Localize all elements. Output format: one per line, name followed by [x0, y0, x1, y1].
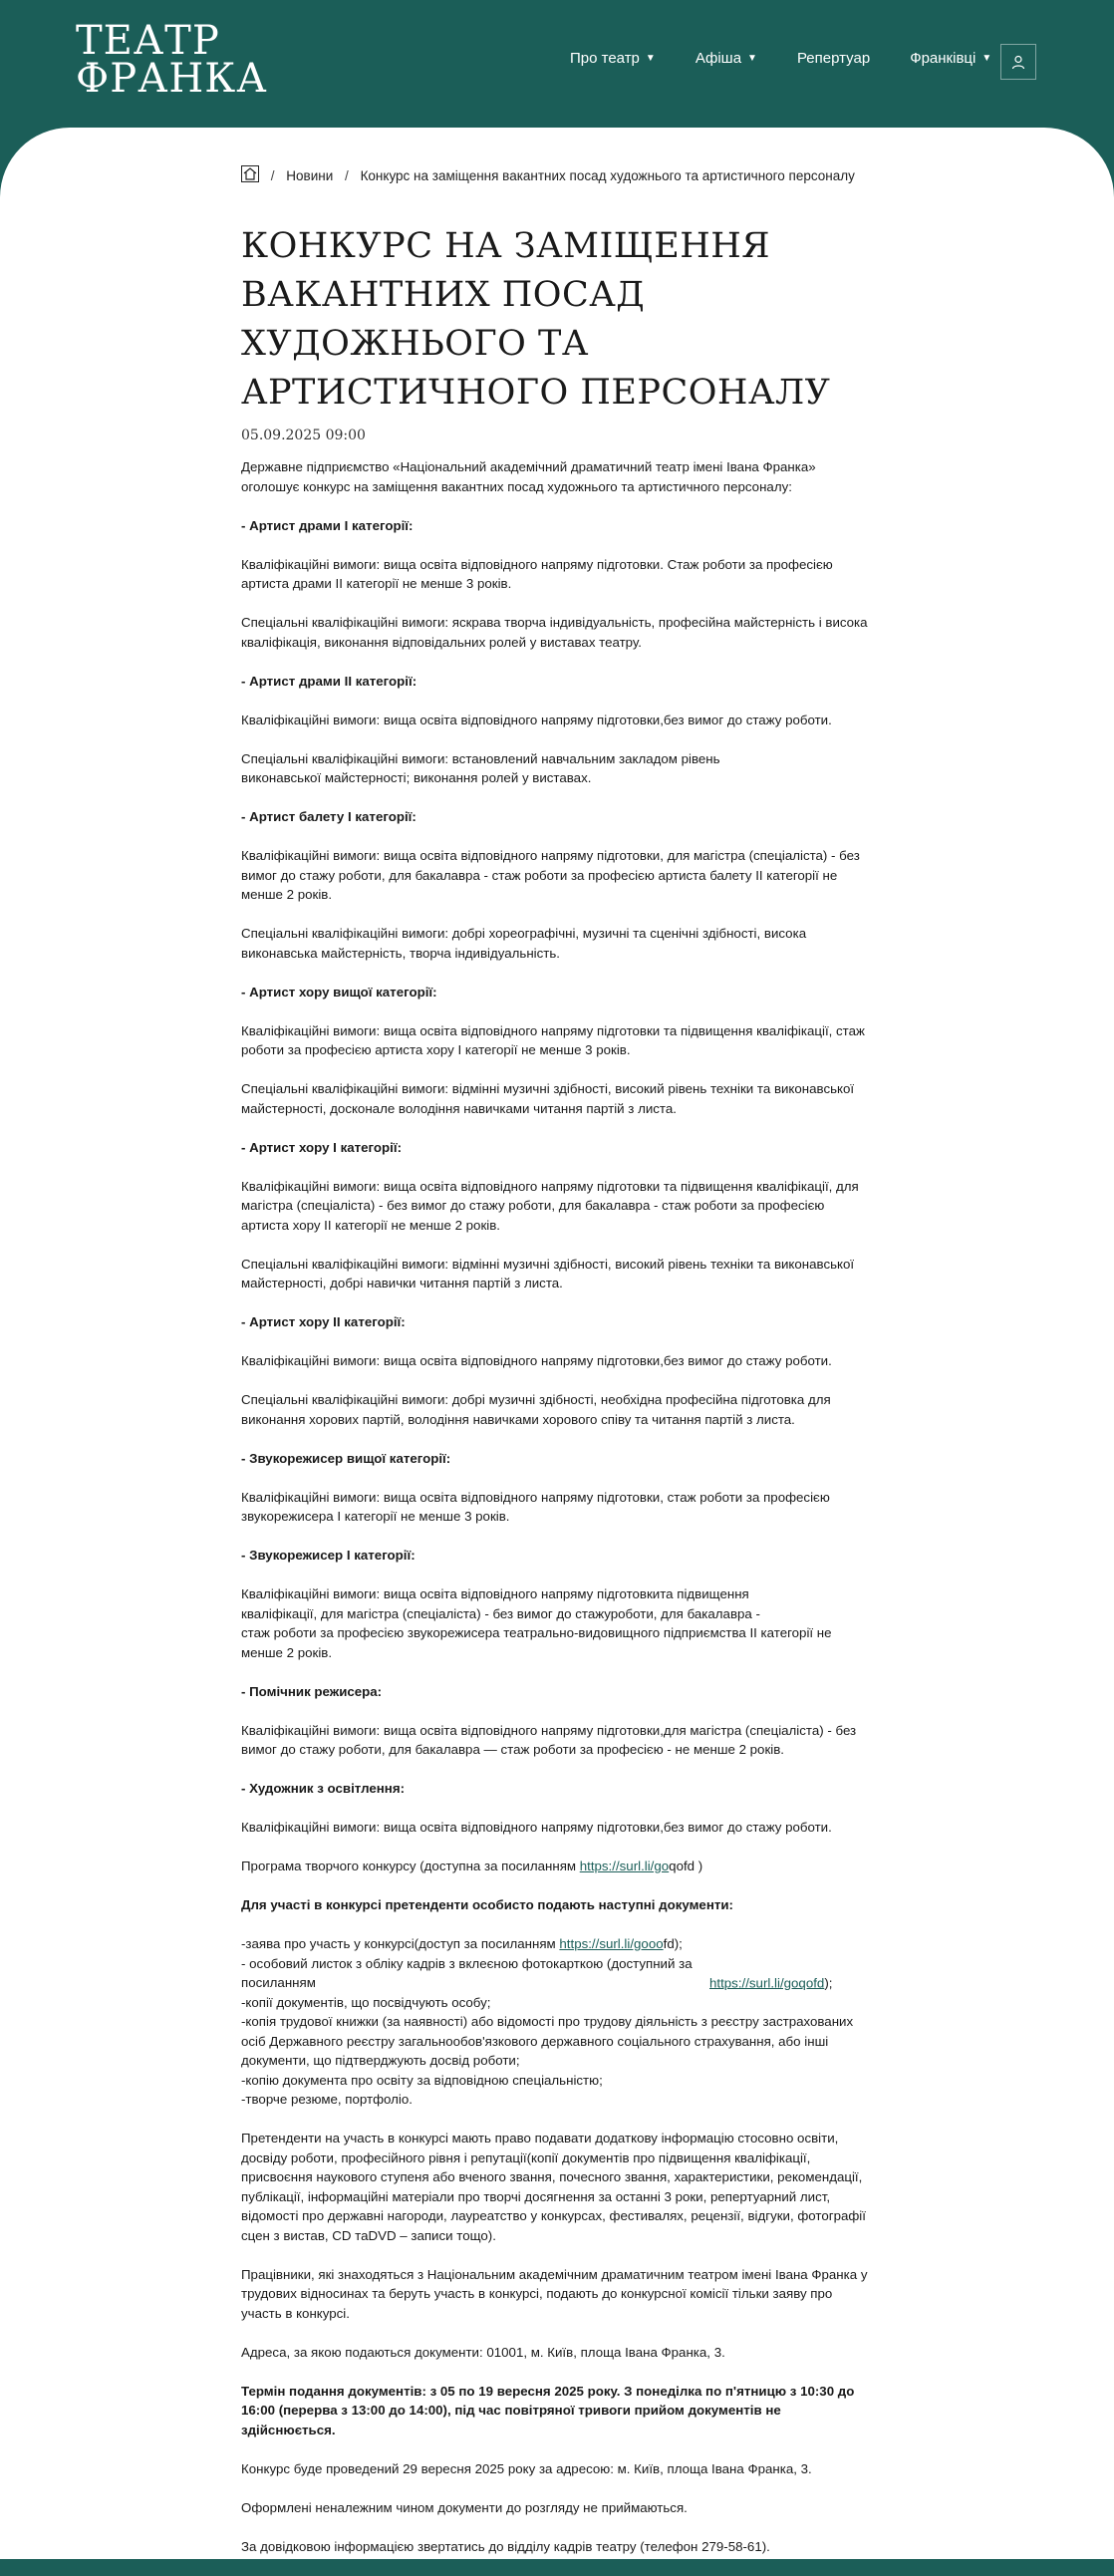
position-heading: - Артист драми ІІ категорії:	[241, 673, 418, 689]
requirements-paragraph	[241, 1584, 871, 1662]
requirements-paragraph: Кваліфікаційні вимоги: вища освіта відповідного напряму підготовки та підвищення кваліфікації, для магістра (спеціаліста) - без вимог до стажу роботи, для бакалавра - стаж роботи за професією артиста хору ІІ категорії не менше 2 років.	[241, 1178, 859, 1233]
user-icon	[1011, 55, 1025, 70]
doc-item-text: );	[824, 1975, 833, 1990]
nav-item-label: Репертуар	[796, 50, 871, 67]
personnel-sheet-link[interactable]: https://surl.li/goqofd	[709, 1975, 825, 1990]
chevron-down-icon: ▼	[747, 53, 757, 64]
requirements-paragraph: Кваліфікаційні вимоги: вища освіта відповідного напряму підготовки,без вимог до стажу роботи.	[241, 1820, 832, 1835]
position-heading: - Звукорежисер І категорії:	[241, 1548, 416, 1563]
special-requirements-paragraph: Спеціальні кваліфікаційні вимоги: добрі музичні здібності, необхідна професійна підготовка для виконання хорових партій, володіння навичками хорового співу та читання партій з листа.	[241, 1392, 831, 1427]
position-heading: - Звукорежисер вищої категорії:	[241, 1450, 451, 1466]
breadcrumb-separator: /	[345, 168, 349, 183]
intro-paragraph: Державне підприємство «Національний академічний драматичний театр імені Івана Франка» оголошує конкурс на заміщення вакантних посад художнього та артистичного персоналу:	[241, 459, 816, 494]
doc-item-text: -копії документів, що посвідчують особу;	[241, 1994, 491, 2010]
position-heading: - Артист драми І категорії:	[241, 517, 414, 533]
contest-date-paragraph: Конкурс буде проведений 29 вересня 2025 року за адресою: м. Київ, площа Івана Франка, 3.	[241, 2460, 812, 2476]
requirements-line: стаж роботи за професією звукорежисера театрально-видовищного підприємства ІІ категорії не менше 2 років.	[241, 1625, 832, 1660]
doc-item-text: -копія трудової книжки (за наявності) або відомості про трудову діяльність з реєстру застрахованих осіб Державного реєстру загальнообов'язкового державного соціального страхування, або інші документи, що підтверджують досвід роботи;	[241, 2014, 854, 2068]
special-requirements-paragraph: Спеціальні кваліфікаційні вимоги: добрі хореографічні, музичні та сценічні здібності, висока виконавська майстерність, творча індивідуальність.	[241, 926, 807, 961]
requirements-paragraph: Кваліфікаційні вимоги: вища освіта відповідного напряму підготовки,без вимог до стажу роботи.	[241, 1353, 832, 1368]
improper-docs-paragraph: Оформлені неналежним чином документи до розгляду не приймаються.	[241, 2499, 688, 2515]
program-text-end: qofd )	[669, 1859, 703, 1873]
position-heading: - Артист хору вищої категорії:	[241, 984, 437, 1000]
requirements-paragraph: Кваліфікаційні вимоги: вища освіта відповідного напряму підготовки,для магістра (спеціаліста) - без вимог до стажу роботи, для бакалавра — стаж роботи за професією - не менше 2 років.	[241, 1722, 857, 1757]
nav-item-afisha[interactable]	[696, 50, 757, 67]
special-requirements-paragraph: Спеціальні кваліфікаційні вимоги: яскрава творча індивідуальність, професійна майстерність і висока кваліфікація, виконання відповідальних ролей у виставах театру.	[241, 615, 868, 650]
nav-item-label: Афіша	[695, 50, 742, 67]
address-paragraph: Адреса, за якою подаються документи: 01001, м. Київ, площа Івана Франка, 3.	[241, 2344, 725, 2360]
article-body	[241, 457, 871, 2556]
special-requirements-paragraph: Спеціальні кваліфікаційні вимоги: встановлений навчальним закладом рівень виконавської майстерності; виконання ролей у виставах.	[241, 750, 720, 785]
requirements-paragraph: Кваліфікаційні вимоги: вища освіта відповідного напряму підготовки, стаж роботи за професією звукорежисера І категорії не менше 3 років.	[241, 1489, 830, 1524]
position-heading: - Помічник режисера:	[241, 1683, 383, 1699]
logo-line-2: ФРАНКА	[76, 56, 268, 102]
special-requirements-paragraph: Спеціальні кваліфікаційні вимоги: відмінні музичні здібності, високий рівень техніки та виконавської майстерності, добрі навички читання партій з листа.	[241, 1256, 855, 1290]
documents-heading: Для участі в конкурсі претенденти особисто подають наступні документи:	[241, 1897, 733, 1912]
publish-date: 05.09.2025 09:00	[241, 428, 366, 443]
special-requirements-paragraph: Спеціальні кваліфікаційні вимоги: відмінні музичні здібності, високий рівень техніки та виконавської майстерності, досконале володіння навичками читання партій з листа.	[241, 1081, 855, 1116]
program-link[interactable]: https://surl.li/go	[579, 1859, 670, 1873]
application-form-link[interactable]: https://surl.li/gooo	[559, 1936, 664, 1951]
requirements-paragraph: Кваліфікаційні вимоги: вища освіта відповідного напряму підготовки,без вимог до стажу роботи.	[241, 712, 832, 727]
home-icon[interactable]	[241, 165, 259, 182]
logo-line-1: ТЕАТР	[76, 18, 220, 64]
requirements-paragraph: Кваліфікаційні вимоги: вища освіта відповідного напряму підготовки. Стаж роботи за професією артиста драми ІІ категорії не менше 3 років.	[241, 556, 833, 591]
requirements-paragraph: Кваліфікаційні вимоги: вища освіта відповідного напряму підготовки, для магістра (спеціаліста) - без вимог до стажу роботи, для бакалавра - стаж роботи за професією артиста балету ІІ категорії не менше 2 років.	[241, 848, 860, 902]
position-heading: - Артист хору І категорії:	[241, 1139, 402, 1155]
breadcrumb	[241, 165, 871, 186]
program-paragraph	[241, 1857, 871, 1876]
nav-item-label: Про театр	[570, 50, 640, 67]
nav-item-about[interactable]	[570, 50, 656, 67]
breadcrumb-separator: /	[270, 168, 275, 183]
documents-list	[241, 1934, 871, 2110]
nav-item-label: Франківці	[910, 50, 976, 67]
site-logo[interactable]	[76, 18, 268, 102]
doc-item-text: -заява про участь у конкурсі(доступ за посиланням	[241, 1936, 560, 1951]
position-heading: - Художник з освітлення:	[241, 1781, 406, 1796]
chevron-down-icon: ▼	[981, 53, 992, 64]
user-account-button[interactable]	[1000, 44, 1036, 80]
doc-item-text: - особовий листок з обліку кадрів з вклеєною фотокарткою (доступний за посиланням	[241, 1955, 693, 1990]
position-heading: - Артист балету І категорії:	[241, 809, 417, 824]
requirements-paragraph: Кваліфікаційні вимоги: вища освіта відповідного напряму підготовки та підвищення кваліфікації, стаж роботи за професією артиста хору І категорії не менше 3 років.	[241, 1022, 865, 1057]
breadcrumb-current: Конкурс на заміщення вакантних посад художнього та артистичного персоналу	[360, 168, 855, 183]
nav-item-frankivtsi[interactable]	[910, 50, 991, 67]
position-heading: - Артист хору ІІ категорії:	[241, 1314, 406, 1329]
requirements-line: Кваліфікаційні вимоги: вища освіта відповідного напряму підготовкита підвищення	[241, 1586, 749, 1601]
additional-info-paragraph: Претенденти на участь в конкурсі мають право подавати додаткову інформацію стосовно освіти, досвіду роботи, професійного рівня і репутації(копії документів про підвищення кваліфікації, присвоєння наукового ступеня або вченого звання, почесного звання, характеристики, рекомендації, публікації, інформаційні матеріали про творчі досягнення за останні 3 роки, репертуарний лист, відомості про державні нагороди, лауреатство у конкурсах, фестивалях, рецензії, відгуки, фотографії сцен з вистав, CD таDVD – записи тощо).	[241, 2131, 866, 2243]
program-text: Програма творчого конкурсу (доступна за посиланням	[241, 1859, 580, 1873]
main-nav	[570, 50, 1031, 67]
deadline-paragraph: Термін подання документів: з 05 по 19 вересня 2025 року. З понеділка по п'ятницю з 10:30 до 16:00 (перерва з 13:00 до 14:00), під час повітряної тривоги прийом документів не здійснюється.	[241, 2383, 855, 2437]
article	[241, 165, 871, 2576]
contact-paragraph: За довідковою інформацією звертатись до відділу кадрів театру (телефон 279-58-61).	[241, 2538, 770, 2554]
nav-item-repertoire[interactable]	[797, 50, 870, 67]
doc-item-text: fd);	[663, 1936, 683, 1951]
employees-paragraph: Працівники, які знаходяться з Національним академічним драматичним театром імені Івана Франка у трудових відносинах та беруть участь в конкурсі, подають до конкурсної комісії тільки заяву про участь в конкурсі.	[241, 2266, 868, 2321]
chevron-down-icon: ▼	[645, 53, 656, 64]
doc-item-text: -копію документа про освіту за відповідною спеціальністю;	[241, 2072, 603, 2088]
breadcrumb-news-link[interactable]: Новини	[286, 168, 334, 183]
requirements-line: кваліфікації, для магістра (спеціаліста) - без вимог до стажуроботи, для бакалавра -	[241, 1605, 760, 1621]
page-title: КОНКУРС НА ЗАМІЩЕННЯ ВАКАНТНИХ ПОСАД ХУДОЖНЬОГО ТА АРТИСТИЧНОГО ПЕРСОНАЛУ	[241, 226, 831, 413]
doc-item-text: -творче резюме, портфоліо.	[241, 2092, 413, 2107]
